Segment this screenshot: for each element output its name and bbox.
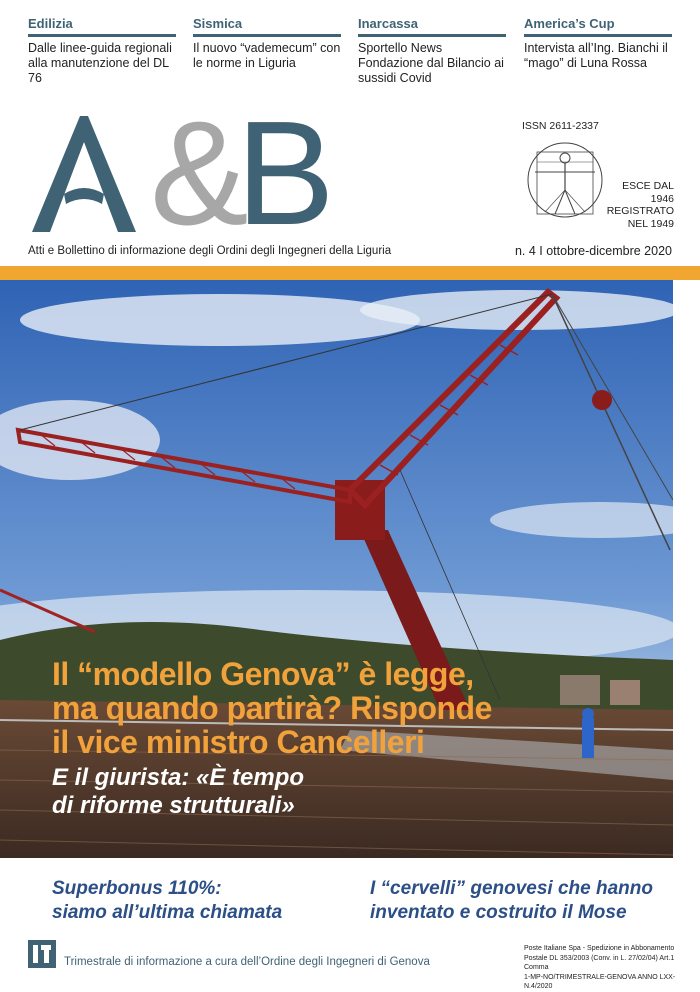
vitruvian-man-icon bbox=[525, 140, 605, 220]
section-label: America’s Cup bbox=[524, 16, 672, 37]
top-section-inarcassa[interactable] bbox=[358, 16, 506, 86]
since-note bbox=[604, 180, 674, 230]
accent-bar bbox=[0, 266, 700, 280]
section-label: Sismica bbox=[193, 16, 341, 37]
logo-ampersand: & bbox=[150, 91, 249, 256]
section-label: Edilizia bbox=[28, 16, 176, 37]
section-teaser: Intervista all’Ing. Bianchi il “mago” di Luna Rossa bbox=[524, 41, 668, 70]
postal-line: 1-MP-NO/TRIMESTRALE-GENOVA ANNO LXX-N.4/2020 bbox=[524, 973, 676, 990]
logo-letter-b: B bbox=[236, 91, 335, 256]
since-line: REGISTRATO bbox=[606, 205, 674, 217]
teaser-line: siamo all’ultima chiamata bbox=[52, 902, 283, 923]
issue-number: n. 4 I ottobre-dicembre 2020 bbox=[514, 244, 672, 258]
ordine-ingegneri-logo-icon bbox=[28, 940, 56, 968]
cover-subhead[interactable] bbox=[52, 764, 552, 820]
section-label: Inarcassa bbox=[358, 16, 506, 37]
logo-letter-a bbox=[28, 112, 140, 234]
headline-line: ma quando partirà? Risponde bbox=[52, 690, 492, 726]
postal-line: Postale DL 353/2003 (Conv. in L. 27/02/04) Art.1 Comma bbox=[524, 954, 675, 971]
top-section-edilizia[interactable] bbox=[28, 16, 176, 86]
teaser-superbonus[interactable] bbox=[52, 877, 282, 925]
section-teaser: Sportello News Fondazione dal Bilancio ai sussidi Covid bbox=[358, 41, 504, 85]
top-section-sismica[interactable] bbox=[193, 16, 341, 71]
postal-info bbox=[524, 944, 684, 992]
section-teaser: Dalle linee-guida regionali alla manutenzione del DL 76 bbox=[28, 41, 172, 85]
teaser-mose[interactable] bbox=[370, 877, 653, 925]
top-section-americas-cup[interactable] bbox=[524, 16, 672, 71]
section-teaser: Il nuovo “vademecum” con le norme in Liguria bbox=[193, 41, 341, 70]
issn-label: ISSN 2611-2337 bbox=[522, 120, 599, 132]
since-line: ESCE DAL 1946 bbox=[622, 180, 674, 205]
subhead-line: di riforme strutturali» bbox=[52, 792, 295, 819]
cover-headline[interactable] bbox=[52, 657, 652, 759]
publisher-line: Trimestrale di informazione a cura dell’Ordine degli Ingegneri di Genova bbox=[64, 956, 430, 968]
teaser-line: inventato e costruito il Mose bbox=[370, 902, 627, 923]
postal-line: Poste Italiane Spa - Spedizione in Abbonamento bbox=[524, 945, 675, 952]
subhead-line: E il giurista: «È tempo bbox=[52, 764, 305, 791]
publication-subtitle: Atti e Bollettino di informazione degli Ordini degli Ingegneri della Liguria bbox=[28, 245, 392, 257]
teaser-line: I “cervelli” genovesi che hanno bbox=[370, 878, 653, 899]
headline-line: il vice ministro Cancelleri bbox=[52, 724, 425, 760]
headline-line: Il “modello Genova” è legge, bbox=[52, 656, 474, 692]
since-line: NEL 1949 bbox=[627, 217, 674, 230]
teaser-line: Superbonus 110%: bbox=[52, 878, 222, 899]
